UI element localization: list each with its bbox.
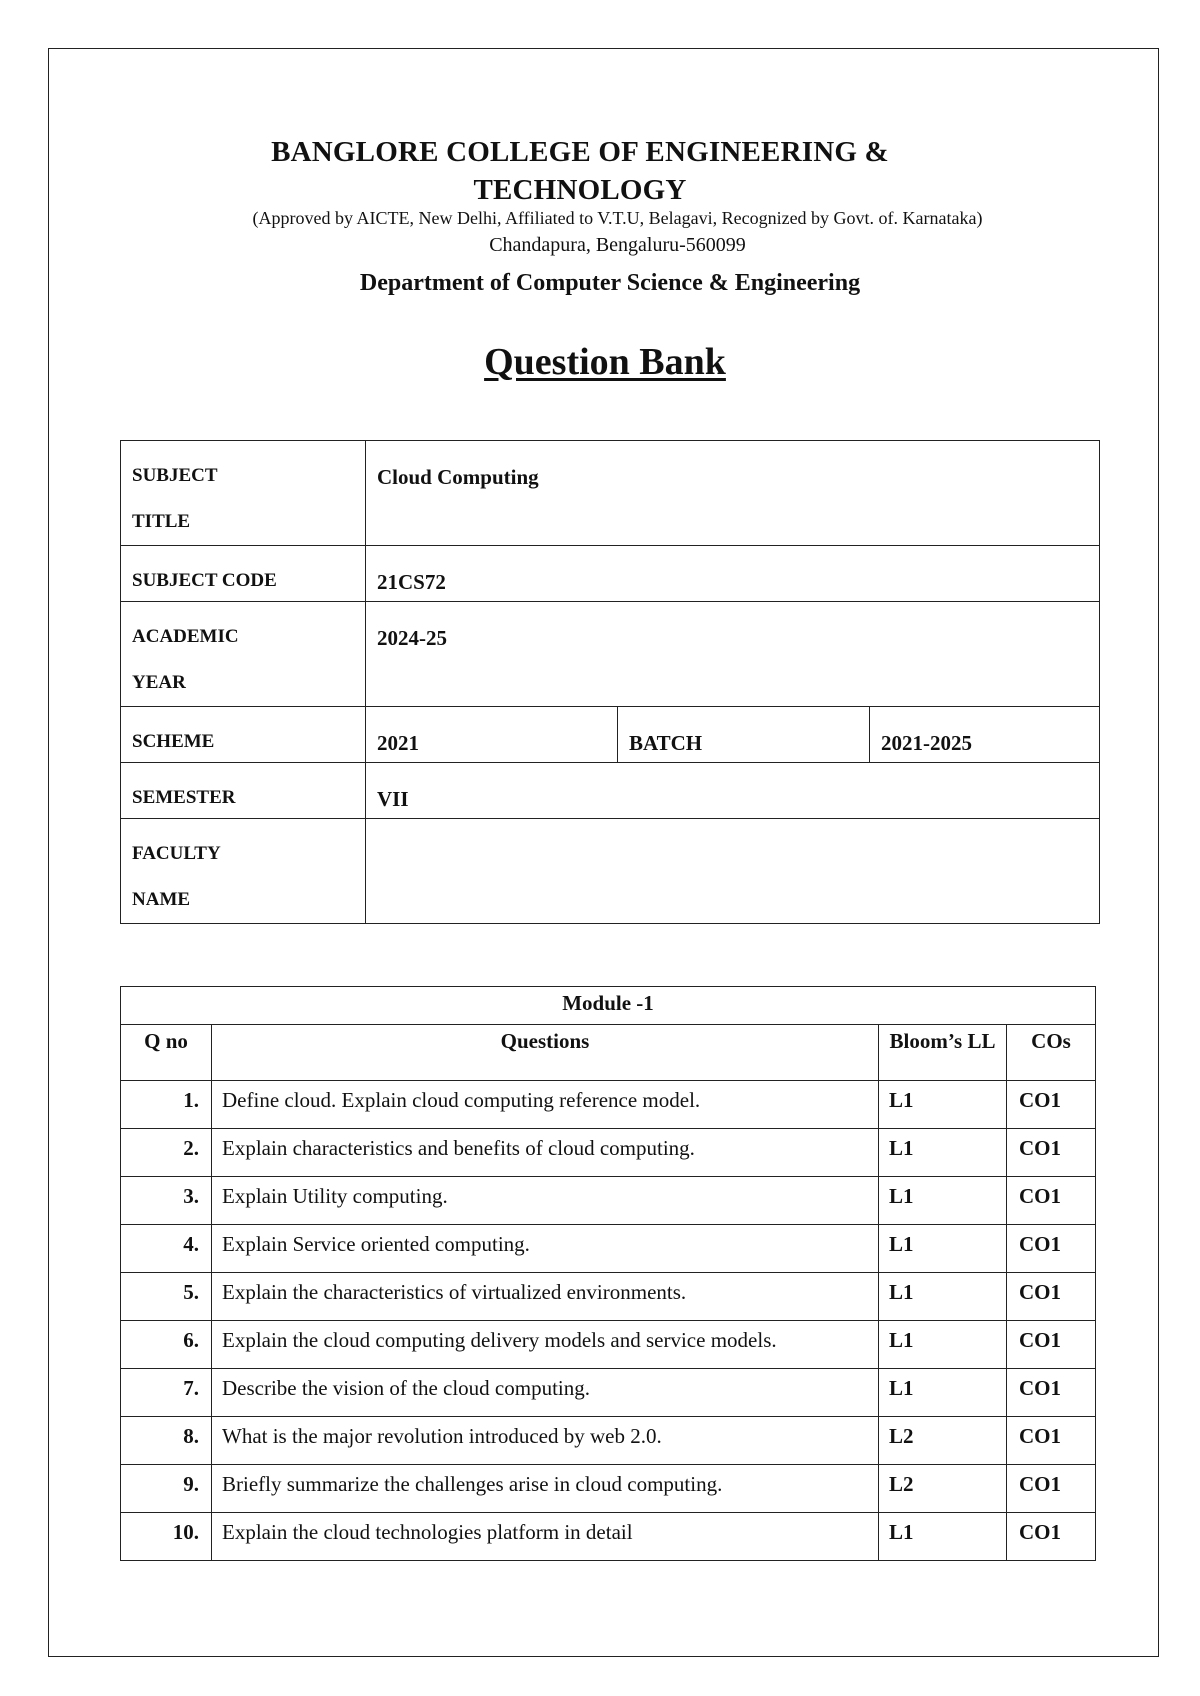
course-outcome: CO1	[1007, 1321, 1096, 1369]
question-text: Explain the cloud technologies platform in detail	[212, 1513, 879, 1561]
table-row	[121, 1177, 1096, 1225]
info-row-semester	[121, 763, 1100, 819]
blooms-level: L1	[879, 1513, 1007, 1561]
blooms-level: L2	[879, 1465, 1007, 1513]
question-number: 8.	[121, 1417, 212, 1465]
table-row	[121, 1321, 1096, 1369]
table-row	[121, 1369, 1096, 1417]
table-row	[121, 1417, 1096, 1465]
table-row	[121, 1225, 1096, 1273]
scheme-value: 2021	[366, 707, 618, 763]
blooms-level: L1	[879, 1225, 1007, 1273]
blooms-level: L2	[879, 1417, 1007, 1465]
academic-year-label-line2: YEAR	[132, 672, 186, 693]
academic-year-label	[121, 602, 366, 707]
info-row-scheme-batch	[121, 707, 1100, 763]
blooms-level: L1	[879, 1081, 1007, 1129]
module-rows	[121, 1081, 1096, 1561]
question-text: Briefly summarize the challenges arise in cloud computing.	[212, 1465, 879, 1513]
info-row-subject-code	[121, 546, 1100, 602]
question-text: Define cloud. Explain cloud computing reference model.	[212, 1081, 879, 1129]
subject-title-label-line2: TITLE	[132, 511, 191, 532]
blooms-level: L1	[879, 1177, 1007, 1225]
course-outcome: CO1	[1007, 1177, 1096, 1225]
course-outcome: CO1	[1007, 1273, 1096, 1321]
academic-year-value: 2024-25	[366, 602, 1100, 707]
subject-title-label-line1: SUBJECT	[132, 465, 218, 486]
table-row	[121, 1513, 1096, 1561]
course-outcome: CO1	[1007, 1129, 1096, 1177]
question-text: What is the major revolution introduced by web 2.0.	[212, 1417, 879, 1465]
semester-value: VII	[366, 763, 1100, 819]
question-number: 7.	[121, 1369, 212, 1417]
info-row-academic-year	[121, 602, 1100, 707]
info-row-faculty	[121, 819, 1100, 924]
faculty-label	[121, 819, 366, 924]
question-number: 5.	[121, 1273, 212, 1321]
question-text: Describe the vision of the cloud computing.	[212, 1369, 879, 1417]
subject-title-value: Cloud Computing	[366, 441, 1100, 546]
course-outcome: CO1	[1007, 1369, 1096, 1417]
subject-code-value: 21CS72	[366, 546, 1100, 602]
subject-code-label: SUBJECT CODE	[121, 546, 366, 602]
faculty-name-value	[366, 819, 1100, 924]
table-row	[121, 1129, 1096, 1177]
semester-label: SEMESTER	[121, 763, 366, 819]
department-name: Department of Computer Science & Engineering	[359, 270, 861, 296]
col-header-cos: COs	[1007, 1025, 1096, 1081]
course-outcome: CO1	[1007, 1465, 1096, 1513]
question-text: Explain characteristics and benefits of cloud computing.	[212, 1129, 879, 1177]
table-row	[121, 1273, 1096, 1321]
question-number: 6.	[121, 1321, 212, 1369]
approval-line: (Approved by AICTE, New Delhi, Affiliated to V.T.U, Belagavi, Recognized by Govt. of. Karnataka)	[252, 208, 983, 228]
subject-title-label	[121, 441, 366, 546]
subject-info-table	[120, 440, 1100, 924]
question-text: Explain the cloud computing delivery models and service models.	[212, 1321, 879, 1369]
module-title-row	[121, 987, 1096, 1025]
blooms-level: L1	[879, 1129, 1007, 1177]
question-number: 4.	[121, 1225, 212, 1273]
question-number: 3.	[121, 1177, 212, 1225]
info-row-subject-title	[121, 441, 1100, 546]
question-text: Explain Utility computing.	[212, 1177, 879, 1225]
faculty-label-line2: NAME	[132, 889, 191, 910]
college-address: Chandapura, Bengaluru-560099	[489, 234, 746, 256]
scheme-label: SCHEME	[121, 707, 366, 763]
faculty-label-line1: FACULTY	[132, 843, 221, 864]
question-number: 9.	[121, 1465, 212, 1513]
table-row	[121, 1081, 1096, 1129]
question-number: 1.	[121, 1081, 212, 1129]
question-number: 10.	[121, 1513, 212, 1561]
course-outcome: CO1	[1007, 1513, 1096, 1561]
blooms-level: L1	[879, 1273, 1007, 1321]
course-outcome: CO1	[1007, 1417, 1096, 1465]
col-header-questions: Questions	[212, 1025, 879, 1081]
module-title: Module -1	[121, 987, 1096, 1025]
college-name: BANGLORE COLLEGE OF ENGINEERING & TECHNOLOGY	[271, 136, 889, 206]
batch-label: BATCH	[618, 707, 870, 763]
batch-value: 2021-2025	[870, 707, 1100, 763]
course-outcome: CO1	[1007, 1081, 1096, 1129]
module-question-table	[120, 986, 1096, 1561]
question-text: Explain the characteristics of virtualized environments.	[212, 1273, 879, 1321]
academic-year-label-line1: ACADEMIC	[132, 626, 239, 647]
col-header-qno: Q no	[121, 1025, 212, 1081]
table-row	[121, 1465, 1096, 1513]
page-title: Question Bank	[484, 341, 726, 383]
question-text: Explain Service oriented computing.	[212, 1225, 879, 1273]
col-header-blooms: Bloom’s LL	[879, 1025, 1007, 1081]
course-outcome: CO1	[1007, 1225, 1096, 1273]
question-number: 2.	[121, 1129, 212, 1177]
blooms-level: L1	[879, 1321, 1007, 1369]
blooms-level: L1	[879, 1369, 1007, 1417]
module-column-headers	[121, 1025, 1096, 1081]
